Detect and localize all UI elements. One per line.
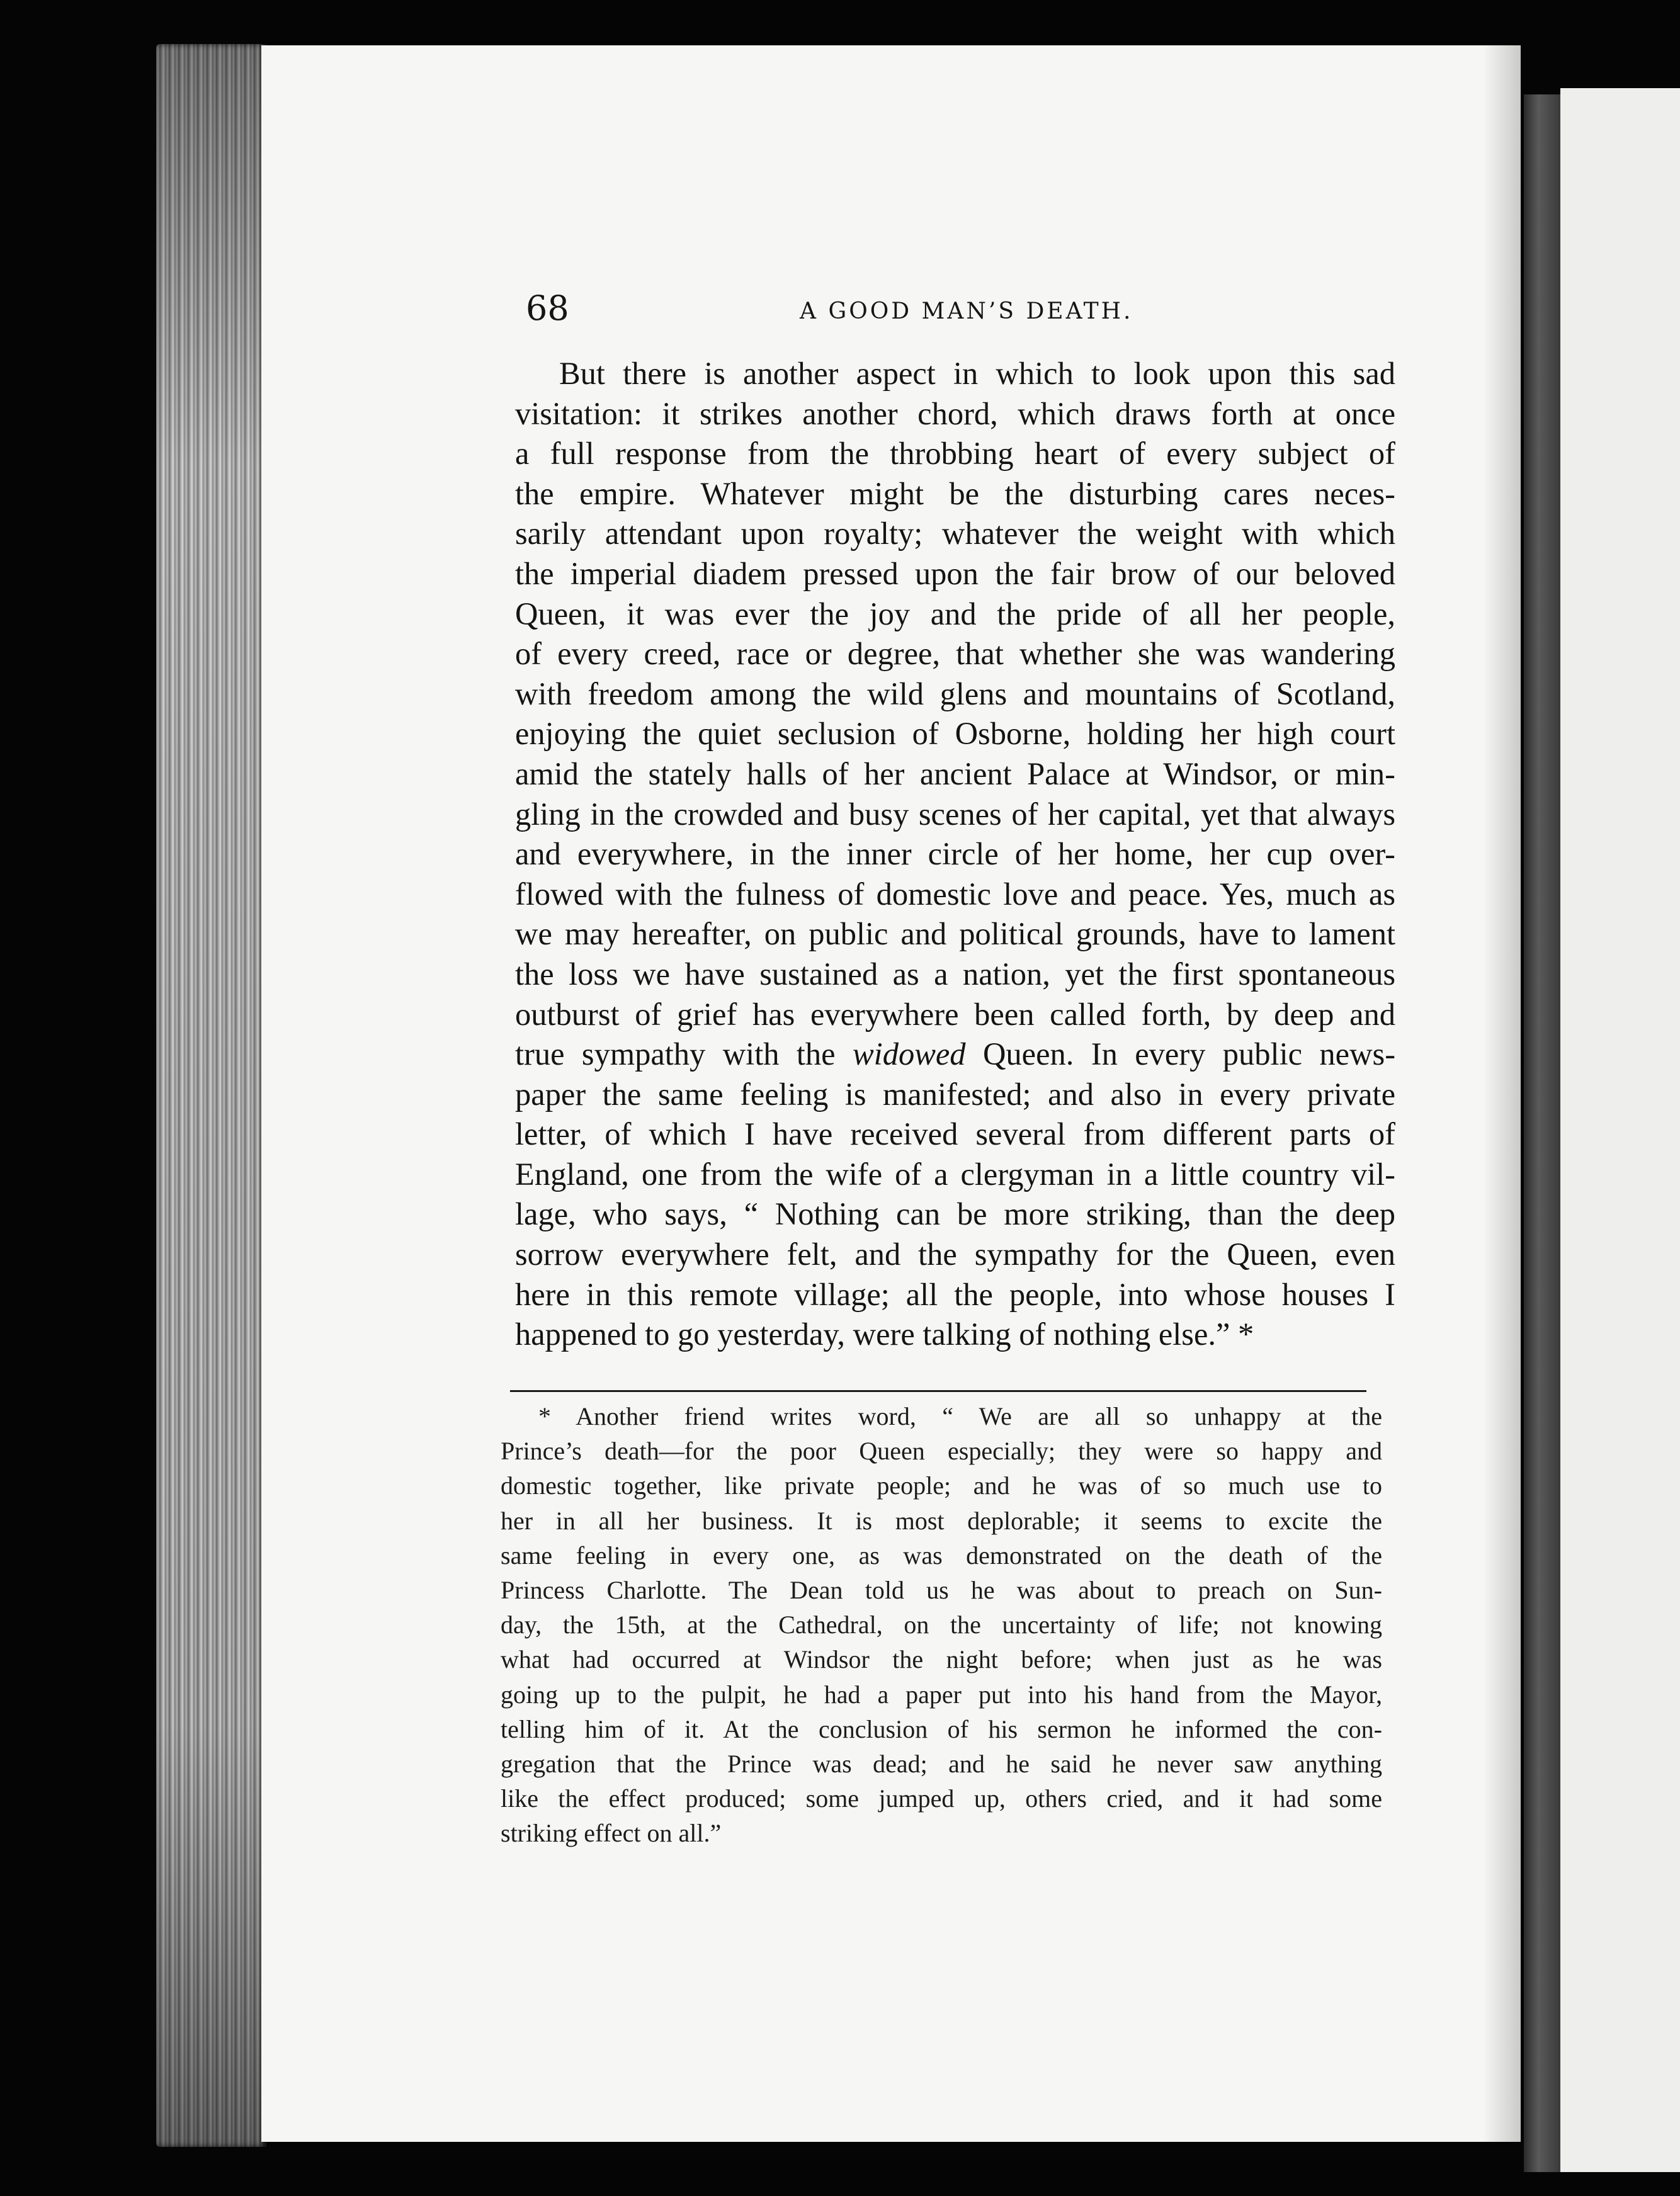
footnote-line: same feeling in every one, as was demonstrated on the death of the [501,1541,1382,1570]
text-line: lage, who says, “ Nothing can be more striking, than the deep [515,1196,1395,1232]
text-line: with freedom among the wild glens and mountains of Scotland, [515,676,1395,711]
footnote-line: like the effect produced; some jumped up, others cried, and it had some [501,1784,1382,1813]
text-line: flowed with the fulness of domestic love and peace. Yes, much as [515,876,1395,912]
footnote-line: going up to the pulpit, he had a paper put into his hand from the Mayor, [501,1680,1382,1709]
footnote [501,1399,1382,1850]
text-line: visitation: it strikes another chord, which draws forth at once [515,395,1395,431]
text-line: of every creed, race or degree, that whether she was wandering [515,636,1395,672]
page-number: 68 [526,288,569,328]
text-line-with-italic [515,1034,1395,1075]
footnote-line: Prince’s death—for the poor Queen especially; they were so happy and [501,1437,1382,1466]
text-line: gling in the crowded and busy scenes of her capital, yet that always [515,796,1395,832]
footnote-line: gregation that the Prince was dead; and he said he never saw anything [501,1749,1382,1778]
text-line: we may hereafter, on public and political grounds, have to lament [515,916,1395,952]
text-line: paper the same feeling is manifested; and also in every private [515,1076,1395,1112]
book-gutter [1524,94,1560,2172]
facing-page-edge [1560,88,1680,2172]
text-line: a full response from the throbbing heart of every subject of [515,436,1395,472]
footnote-line: her in all her business. It is most deplorable; it seems to excite the [501,1506,1382,1535]
footnote-rule [510,1390,1366,1392]
text-line: England, one from the wife of a clergyman in a little country vil- [515,1156,1395,1192]
footnote-line: what had occurred at Windsor the night before; when just as he was [501,1645,1382,1674]
footnote-line: striking effect on all.” [501,1819,722,1848]
text-line: here in this remote village; all the people, into whose houses I [515,1276,1395,1312]
text-line: Queen, it was ever the joy and the pride of all her people, [515,596,1395,631]
footnote-line: Princess Charlotte. The Dean told us he was about to preach on Sun- [501,1575,1382,1604]
text-line: But there is another aspect in which to look upon this sad [559,356,1395,391]
footnote-line: day, the 15th, at the Cathedral, on the uncertainty of life; not knowing [501,1610,1382,1639]
footnote-line: telling him of it. At the conclusion of his sermon he informed the con- [501,1714,1382,1743]
main-text [515,354,1395,1355]
running-title: A GOOD MAN’S DEATH. [800,298,1133,324]
text-line: and everywhere, in the inner circle of her home, her cup over- [515,836,1395,872]
text-line: happened to go yesterday, were talking of nothing else.” * [515,1316,1254,1352]
text-line: the imperial diadem pressed upon the fair brow of our beloved [515,555,1395,591]
book-fore-edge [156,44,266,2147]
running-head [261,283,1521,334]
text-segment: true sympathy with the [515,1036,836,1072]
text-line: the empire. Whatever might be the disturbing cares neces- [515,475,1395,511]
footnote-line: * Another friend writes word, “ We are all so unhappy at the [538,1402,1382,1430]
text-line: outburst of grief has everywhere been called forth, by deep and [515,996,1395,1032]
footnote-line: domestic together, like private people; and he was of so much use to [501,1471,1382,1500]
text-line: sarily attendant upon royalty; whatever the weight with which [515,516,1395,552]
text-line: letter, of which I have received several from different parts of [515,1116,1395,1152]
italic-word: widowed [852,1036,966,1072]
text-line: sorrow everywhere felt, and the sympathy for the Queen, even [515,1237,1395,1272]
text-segment: Queen. In every public news- [982,1036,1396,1072]
text-line: amid the stately halls of her ancient Palace at Windsor, or min- [515,756,1395,791]
text-line: enjoying the quiet seclusion of Osborne, holding her high court [515,716,1395,752]
text-line: the loss we have sustained as a nation, yet the first spontaneous [515,956,1395,992]
